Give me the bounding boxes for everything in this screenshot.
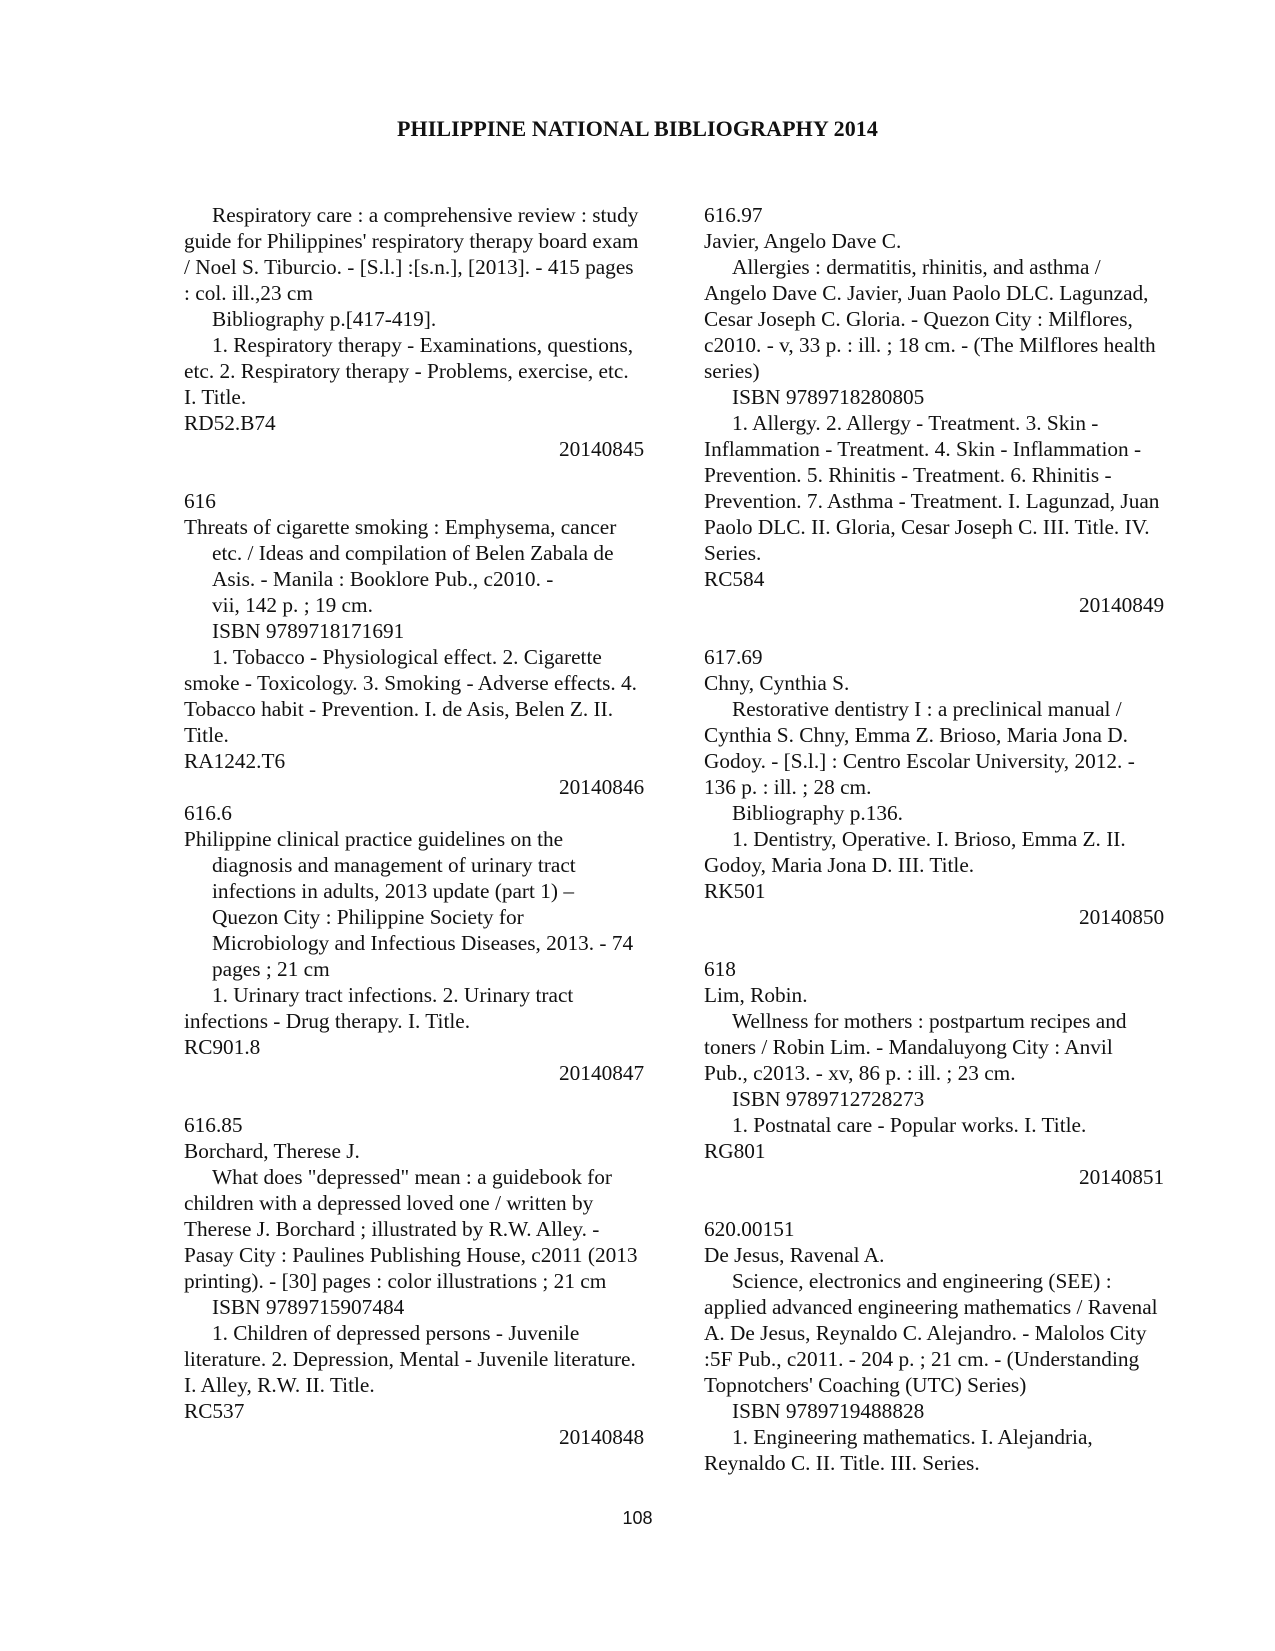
- entry-isbn: ISBN 9789712728273: [732, 1087, 925, 1111]
- entry-text-line: Godoy. - [S.l.] : Centro Escolar University, 2012. -: [704, 749, 1135, 773]
- entry-record-number: 20140845: [559, 437, 645, 461]
- entry-author: De Jesus, Ravenal A.: [704, 1243, 885, 1267]
- entry-spacer: [704, 618, 1179, 644]
- entry-subjects-line: Series.: [704, 541, 762, 565]
- entry-class-number: 617.69: [704, 645, 763, 669]
- entry-text-line: Quezon City : Philippine Society for: [212, 905, 524, 929]
- left-column: [184, 202, 659, 1450]
- entry-subjects-line: 1. Engineering mathematics. I. Alejandria,: [732, 1425, 1093, 1449]
- entry-isbn: ISBN 9789715907484: [212, 1295, 405, 1319]
- right-column: [704, 202, 1179, 1476]
- entry-20140845: [184, 202, 659, 462]
- entry-20140851: [704, 956, 1179, 1190]
- entry-call-number: RA1242.T6: [184, 749, 286, 773]
- entry-call-number: RC901.8: [184, 1035, 261, 1059]
- entry-text-line: / Noel S. Tiburcio. - [S.l.] :[s.n.], [2013]. - 415 pages: [184, 255, 634, 279]
- entry-subjects-line: Prevention. 7. Asthma - Treatment. I. Lagunzad, Juan: [704, 489, 1160, 513]
- entry-author: Borchard, Therese J.: [184, 1139, 360, 1163]
- entry-call-number: RC537: [184, 1399, 245, 1423]
- entry-title-line: Threats of cigarette smoking : Emphysema, cancer: [184, 515, 617, 539]
- entry-text-line: printing). - [30] pages : color illustrations ; 21 cm: [184, 1269, 607, 1293]
- entry-note-line: Bibliography p.136.: [732, 801, 903, 825]
- entry-text-line: diagnosis and management of urinary tract: [212, 853, 576, 877]
- entry-isbn: ISBN 9789718280805: [732, 385, 925, 409]
- entry-620-00151: [704, 1216, 1179, 1476]
- entry-subjects-line: infections - Drug therapy. I. Title.: [184, 1009, 471, 1033]
- entry-20140849: [704, 202, 1179, 618]
- entry-text-line: 136 p. : ill. ; 28 cm.: [704, 775, 872, 799]
- entry-subjects-line: 1. Dentistry, Operative. I. Brioso, Emma Z. II.: [732, 827, 1126, 851]
- entry-subjects-line: 1. Allergy. 2. Allergy - Treatment. 3. Skin -: [732, 411, 1099, 435]
- entry-text-line: Pasay City : Paulines Publishing House, c2011 (2013: [184, 1243, 638, 1267]
- entry-20140846: [184, 488, 659, 800]
- entry-author: Lim, Robin.: [704, 983, 808, 1007]
- entry-subjects-line: Godoy, Maria Jona D. III. Title.: [704, 853, 975, 877]
- entry-note-line: Bibliography p.[417-419].: [212, 307, 437, 331]
- entry-class-number: 616: [184, 489, 216, 513]
- entry-20140850: [704, 644, 1179, 930]
- entry-subjects-line: etc. 2. Respiratory therapy - Problems, exercise, etc.: [184, 359, 629, 383]
- entry-spacer: [184, 1086, 659, 1112]
- entry-title-line: Respiratory care : a comprehensive review : study: [212, 203, 639, 227]
- entry-record-number: 20140848: [559, 1425, 645, 1449]
- entry-text-line: Microbiology and Infectious Diseases, 2013. - 74: [212, 931, 634, 955]
- entry-author: Javier, Angelo Dave C.: [704, 229, 902, 253]
- entry-class-number: 616.97: [704, 203, 763, 227]
- page-title: PHILIPPINE NATIONAL BIBLIOGRAPHY 2014: [396, 116, 879, 141]
- entry-class-number: 620.00151: [704, 1217, 795, 1241]
- entry-subjects-line: Tobacco habit - Prevention. I. de Asis, Belen Z. II.: [184, 697, 614, 721]
- entry-text-line: Cynthia S. Chny, Emma Z. Brioso, Maria Jona D.: [704, 723, 1128, 747]
- entry-subjects-line: 1. Respiratory therapy - Examinations, questions,: [212, 333, 634, 357]
- entry-text-line: Angelo Dave C. Javier, Juan Paolo DLC. Lagunzad,: [704, 281, 1149, 305]
- entry-text-line: toners / Robin Lim. - Mandaluyong City : Anvil: [704, 1035, 1113, 1059]
- entry-text-line: Topnotchers' Coaching (UTC) Series): [704, 1373, 1027, 1397]
- entry-title-line: Allergies : dermatitis, rhinitis, and asthma /: [732, 255, 1101, 279]
- entry-class-number: 616.85: [184, 1113, 243, 1137]
- entry-subjects-line: 1. Children of depressed persons - Juvenile: [212, 1321, 580, 1345]
- entry-subjects-line: I. Alley, R.W. II. Title.: [184, 1373, 375, 1397]
- entry-class-number: 618: [704, 957, 736, 981]
- entry-class-number: 616.6: [184, 801, 232, 825]
- entry-subjects-line: 1. Postnatal care - Popular works. I. Title.: [732, 1113, 1087, 1137]
- page-number: 108: [622, 1508, 653, 1528]
- entry-isbn: ISBN 9789719488828: [732, 1399, 925, 1423]
- entry-title-line: What does "depressed" mean : a guidebook for: [212, 1165, 613, 1189]
- entry-title-line: Philippine clinical practice guidelines on the: [184, 827, 564, 851]
- entry-text-line: Asis. - Manila : Booklore Pub., c2010. -: [212, 567, 554, 591]
- entry-record-number: 20140851: [1079, 1165, 1165, 1189]
- entry-record-number: 20140849: [1079, 593, 1165, 617]
- entry-text-line: :5F Pub., c2011. - 204 p. ; 21 cm. - (Understanding: [704, 1347, 1140, 1371]
- entry-title-line: Wellness for mothers : postpartum recipes and: [732, 1009, 1127, 1033]
- entry-20140848: [184, 1112, 659, 1450]
- entry-call-number: RG801: [704, 1139, 766, 1163]
- entry-title-line: Science, electronics and engineering (SEE) :: [732, 1269, 1112, 1293]
- entry-subjects-line: Paolo DLC. II. Gloria, Cesar Joseph C. III. Title. IV.: [704, 515, 1150, 539]
- entry-isbn: ISBN 9789718171691: [212, 619, 405, 643]
- entry-text-line: pages ; 21 cm: [212, 957, 330, 981]
- entry-text-line: etc. / Ideas and compilation of Belen Zabala de: [212, 541, 614, 565]
- entry-text-line: A. De Jesus, Reynaldo C. Alejandro. - Malolos City: [704, 1321, 1147, 1345]
- entry-text-line: infections in adults, 2013 update (part 1) –: [212, 879, 574, 903]
- entry-text-line: Pub., c2013. - xv, 86 p. : ill. ; 23 cm.: [704, 1061, 1016, 1085]
- entry-subjects-line: 1. Urinary tract infections. 2. Urinary tract: [212, 983, 574, 1007]
- entry-author: Chny, Cynthia S.: [704, 671, 850, 695]
- entry-text-line: applied advanced engineering mathematics / Ravenal: [704, 1295, 1158, 1319]
- entry-call-number: RC584: [704, 567, 765, 591]
- entry-20140847: [184, 800, 659, 1086]
- entry-subjects-line: 1. Tobacco - Physiological effect. 2. Cigarette: [212, 645, 602, 669]
- entry-text-line: guide for Philippines' respiratory therapy board exam: [184, 229, 639, 253]
- entry-subjects-line: I. Title.: [184, 385, 247, 409]
- entry-spacer: [704, 1190, 1179, 1216]
- entry-subjects-line: Prevention. 5. Rhinitis - Treatment. 6. Rhinitis -: [704, 463, 1112, 487]
- entry-text-line: vii, 142 p. ; 19 cm.: [212, 593, 373, 617]
- entry-text-line: c2010. - v, 33 p. : ill. ; 18 cm. - (The Milflores health: [704, 333, 1156, 357]
- entry-record-number: 20140850: [1079, 905, 1165, 929]
- entry-text-line: series): [704, 359, 760, 383]
- entry-subjects-line: Reynaldo C. II. Title. III. Series.: [704, 1451, 980, 1475]
- entry-subjects-line: smoke - Toxicology. 3. Smoking - Adverse effects. 4.: [184, 671, 637, 695]
- entry-spacer: [184, 462, 659, 488]
- entry-subjects-line: Inflammation - Treatment. 4. Skin - Inflammation -: [704, 437, 1142, 461]
- entry-title-line: Restorative dentistry I : a preclinical manual /: [732, 697, 1122, 721]
- entry-text-line: : col. ill.,23 cm: [184, 281, 313, 305]
- entry-call-number: RD52.B74: [184, 411, 276, 435]
- entry-text-line: Therese J. Borchard ; illustrated by R.W. Alley. -: [184, 1217, 600, 1241]
- entry-subjects-line: Title.: [184, 723, 229, 747]
- entry-text-line: Cesar Joseph C. Gloria. - Quezon City : Milflores,: [704, 307, 1133, 331]
- entry-record-number: 20140847: [559, 1061, 645, 1085]
- entry-subjects-line: literature. 2. Depression, Mental - Juvenile literature.: [184, 1347, 636, 1371]
- entry-spacer: [704, 930, 1179, 956]
- entry-text-line: children with a depressed loved one / written by: [184, 1191, 594, 1215]
- entry-call-number: RK501: [704, 879, 766, 903]
- entry-record-number: 20140846: [559, 775, 645, 799]
